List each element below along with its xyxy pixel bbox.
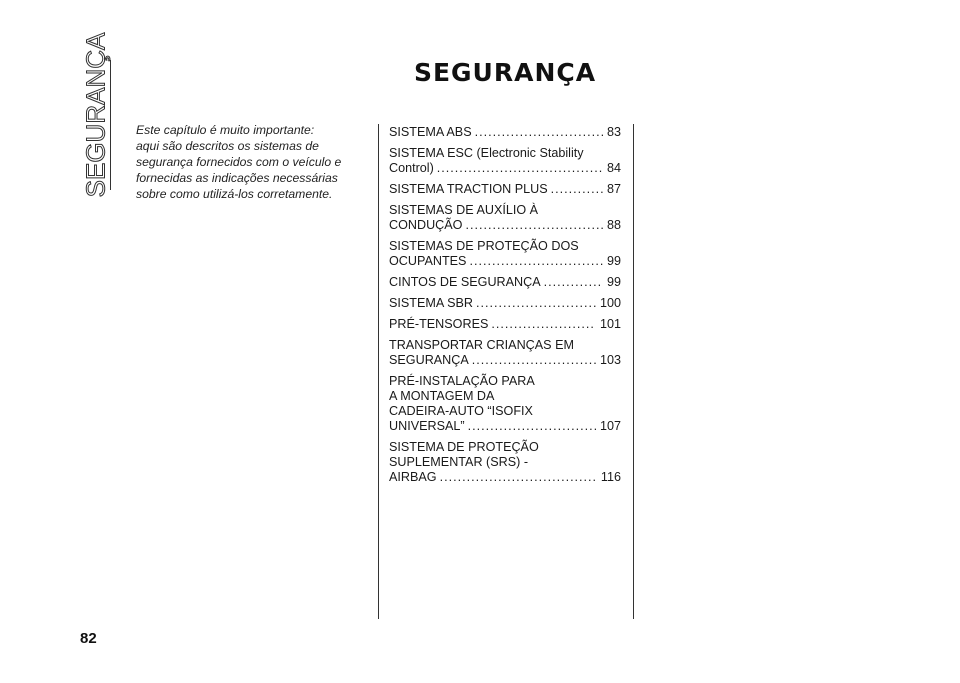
- toc-entry-last-line: [389, 254, 621, 269]
- toc-entry[interactable]: [389, 239, 621, 269]
- column-divider-right: [633, 124, 634, 619]
- intro-line: Este capítulo é muito importante:: [136, 123, 315, 137]
- intro-paragraph: [136, 122, 361, 202]
- toc-entry-page: 103: [599, 353, 621, 367]
- toc-entry[interactable]: [389, 296, 621, 311]
- toc-leader-dots: [476, 296, 596, 311]
- toc-entry-text: PRÉ-TENSORES: [389, 317, 489, 331]
- toc-leader-dots: [465, 218, 603, 233]
- table-of-contents: [389, 125, 621, 491]
- toc-entry-page: 101: [599, 317, 621, 331]
- toc-entry-page: 116: [600, 470, 621, 484]
- toc-leader-dots: [551, 182, 603, 197]
- toc-entry[interactable]: [389, 146, 621, 176]
- toc-entry[interactable]: [389, 440, 621, 485]
- toc-entry[interactable]: [389, 203, 621, 233]
- intro-line: segurança fornecidos com o veículo e: [136, 155, 342, 169]
- intro-line: sobre como utilizá-los corretamente.: [136, 187, 333, 201]
- toc-entry-page: 99: [606, 275, 621, 289]
- toc-entry-last-line: [389, 353, 621, 368]
- toc-leader-dots: [468, 419, 596, 434]
- toc-entry-page: 88: [606, 218, 621, 232]
- toc-entry-last-line: [389, 182, 621, 197]
- toc-entry-text: OCUPANTES: [389, 254, 467, 268]
- page-number: 82: [80, 630, 97, 647]
- toc-leader-dots: [440, 470, 597, 485]
- side-divider-line: [110, 60, 111, 190]
- toc-entry-page: 107: [599, 419, 621, 433]
- toc-entry-text: A MONTAGEM DA: [389, 389, 495, 403]
- toc-entry-page: 83: [606, 125, 621, 139]
- toc-entry-text: CADEIRA-AUTO “ISOFIX: [389, 404, 533, 418]
- toc-entry-text: AIRBAG: [389, 470, 437, 484]
- toc-entry-page: 100: [599, 296, 621, 310]
- toc-leader-dots: [491, 317, 596, 332]
- intro-line: fornecidas as indicações necessárias: [136, 171, 338, 185]
- toc-entry-text: SISTEMAS DE AUXÍLIO À: [389, 203, 539, 217]
- toc-entry-text: SUPLEMENTAR (SRS) -: [389, 455, 529, 469]
- toc-leader-dots: [472, 353, 596, 368]
- column-divider-left: [378, 124, 379, 619]
- toc-entry-last-line: [389, 275, 621, 290]
- toc-entry-page: 84: [606, 161, 621, 175]
- toc-entry-last-line: [389, 218, 621, 233]
- toc-entry-text: UNIVERSAL”: [389, 419, 465, 433]
- toc-entry-last-line: [389, 470, 621, 485]
- toc-entry-last-line: [389, 296, 621, 311]
- intro-line: aqui são descritos os sistemas de: [136, 139, 319, 153]
- toc-entry[interactable]: [389, 182, 621, 197]
- toc-entry-text: SISTEMA SBR: [389, 296, 473, 310]
- toc-entry-last-line: [389, 419, 621, 434]
- toc-entry-last-line: [389, 125, 621, 140]
- toc-entry-last-line: [389, 161, 621, 176]
- side-section-title-text: SEGURANÇA: [80, 32, 111, 198]
- toc-leader-dots: [475, 125, 603, 140]
- toc-entry-text: CINTOS DE SEGURANÇA: [389, 275, 541, 289]
- toc-entry[interactable]: [389, 125, 621, 140]
- toc-entry-text: CONDUÇÃO: [389, 218, 463, 232]
- toc-entry[interactable]: [389, 317, 621, 332]
- toc-entry-text: PRÉ-INSTALAÇÃO PARA: [389, 374, 535, 388]
- toc-entry-text: SISTEMA DE PROTEÇÃO: [389, 440, 539, 454]
- toc-entry-text: Control): [389, 161, 434, 175]
- toc-entry-text: SEGURANÇA: [389, 353, 469, 367]
- toc-entry-text: SISTEMA TRACTION PLUS: [389, 182, 548, 196]
- toc-entry-text: SISTEMAS DE PROTEÇÃO DOS: [389, 239, 579, 253]
- toc-entry-last-line: [389, 317, 621, 332]
- toc-entry-page: 87: [606, 182, 621, 196]
- toc-entry[interactable]: [389, 275, 621, 290]
- toc-leader-dots: [544, 275, 603, 290]
- toc-leader-dots: [469, 254, 603, 269]
- toc-entry-page: 99: [606, 254, 621, 268]
- toc-entry[interactable]: [389, 338, 621, 368]
- toc-entry-text: SISTEMA ABS: [389, 125, 472, 139]
- toc-entry-text: SISTEMA ESC (Electronic Stability: [389, 146, 584, 160]
- toc-entry-text: TRANSPORTAR CRIANÇAS EM: [389, 338, 574, 352]
- toc-entry[interactable]: [389, 374, 621, 434]
- page-title: SEGURANÇA: [413, 58, 597, 87]
- toc-leader-dots: [437, 161, 603, 176]
